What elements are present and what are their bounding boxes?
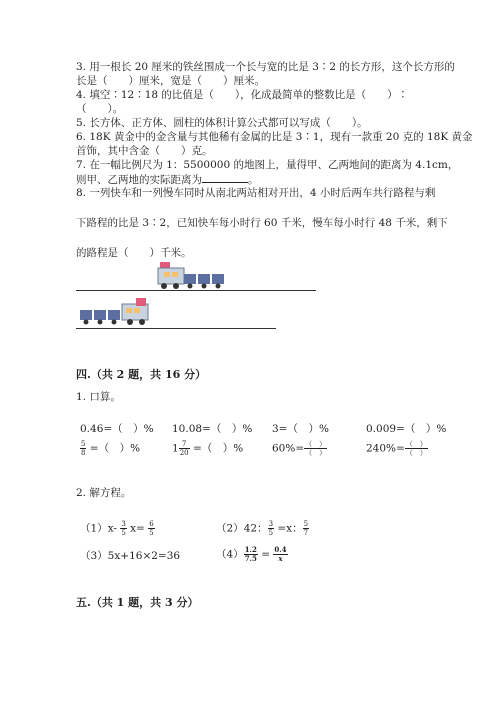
equation-2-frac1-den: 5 (268, 529, 274, 537)
oral-calc-label: 1. 口算。 (76, 391, 121, 403)
equation-4-label: （4） (216, 548, 244, 561)
track-top (76, 290, 316, 291)
q8-line1: 8. 一列快车和一列慢车同时从南北两站相对开出，4 小时后两车共行路程与剩 (76, 187, 436, 199)
equation-4-frac2-num: 0.4 (274, 545, 287, 554)
equation-1-frac2-num: 6 (149, 520, 154, 528)
q3-line2: 长是（ ）厘米，宽是（ ）厘米。 (76, 75, 265, 87)
oral-r2c2-tail: =（ ）% (189, 442, 244, 455)
equation-1 (80, 520, 155, 537)
solve-equation-label: 2. 解方程。 (76, 487, 132, 499)
oral-r2c1-tail: =（ ）% (86, 442, 141, 455)
oral-r2c1 (80, 440, 140, 457)
equation-3: （3）5x+16×2=36 (80, 550, 181, 562)
oral-r2c2 (172, 440, 243, 457)
q7-line1: 7. 在一幅比例尺为 1：5500000 的地图上，量得甲、乙两地间的距离为 4.1cm， (76, 159, 459, 171)
section4-heading: 四.（共 2 题，共 16 分） (76, 368, 207, 381)
oral-r2c2-whole: 1 (172, 442, 179, 455)
equation-2-frac1-num: 3 (268, 520, 274, 528)
slow-train-icon (78, 298, 150, 326)
equation-2-label: （2） (216, 522, 244, 535)
equation-4-frac1-num: 1.2 (244, 545, 257, 554)
section5-heading: 五.（共 1 题，共 3 分） (76, 596, 199, 609)
oral-r1c1: 0.46=（ ）% (80, 423, 154, 435)
fast-train-icon (156, 262, 226, 290)
oral-r1c2: 10.08=（ ）% (172, 423, 253, 435)
oral-r2c1-num: 5 (81, 440, 86, 448)
q7-line2-prefix: 则甲、乙两地的实际距离为 (76, 174, 202, 186)
equation-2 (216, 520, 309, 537)
q7-line2-suffix: 。 (248, 174, 259, 186)
oral-r2c3 (272, 440, 327, 457)
oral-r1c4: 0.009=（ ）% (366, 423, 447, 435)
oral-r2c2-num: 7 (179, 440, 190, 449)
equation-2-part-b: =x： (274, 522, 303, 535)
q4-line1: 4. 填空∶12∶18 的比值是（ ），化成最简单的整数比是（ ）∶ (76, 89, 409, 101)
oral-r2c3-head: 60%= (272, 442, 305, 455)
q5-line1: 5. 长方体、正方体、圆柱的体积计算公式都可以写成（ ）。 (76, 117, 368, 129)
track-bottom (76, 328, 276, 329)
q7-answer-blank (202, 172, 248, 183)
equation-1-part-a: x- (107, 522, 121, 535)
q6-line1: 6. 18K 黄金中的金含量与其他稀有金属的比是 3∶1，现有一款重 20 克的 18K 黄金 (76, 131, 473, 143)
q4-line2: （ ）。 (76, 103, 124, 115)
equation-4-equals: = (257, 548, 274, 561)
q3-line1: 3. 用一根长 20 厘米的铁丝围成一个长与宽的比是 3∶2 的长方形，这个长方形的 (76, 61, 455, 73)
q8-line2: 下路程的比是 3∶2，已知快车每小时行 60 千米，慢车每小时行 48 千米，剩下 (76, 217, 448, 229)
oral-r2c3-den: （ ） (305, 449, 327, 457)
oral-r2c4-num: （ ） (405, 440, 427, 448)
oral-r2c4-den: （ ） (405, 449, 427, 457)
equation-2-frac2-den: 7 (303, 529, 309, 537)
equation-1-frac1-num: 3 (121, 520, 126, 528)
equation-1-part-b: x= (126, 522, 149, 535)
train-illustration (76, 260, 316, 332)
q8-line3: 的路程是（ ）千米。 (76, 247, 192, 259)
oral-r1c3: 3=（ ）% (272, 423, 329, 435)
oral-r2c2-den: 20 (179, 449, 189, 457)
equation-1-frac2-den: 5 (149, 529, 154, 537)
q6-line2: 首饰，其中含金（ ）克。 (76, 145, 213, 157)
equation-2-part-a: 42： (243, 522, 268, 535)
q7-line2 (76, 172, 259, 187)
oral-r2c4 (366, 440, 428, 457)
equation-1-frac1-den: 5 (121, 529, 126, 537)
oral-r2c1-den: 8 (81, 449, 86, 457)
equation-4-frac1-den: 7.5 (244, 554, 257, 563)
oral-r2c4-head: 240%= (366, 442, 405, 455)
equation-4-frac2-den: x (278, 554, 283, 563)
equation-1-label: （1） (80, 522, 108, 535)
equation-4 (216, 546, 288, 563)
oral-r2c3-num: （ ） (305, 440, 327, 448)
equation-2-frac2-num: 5 (303, 520, 309, 528)
